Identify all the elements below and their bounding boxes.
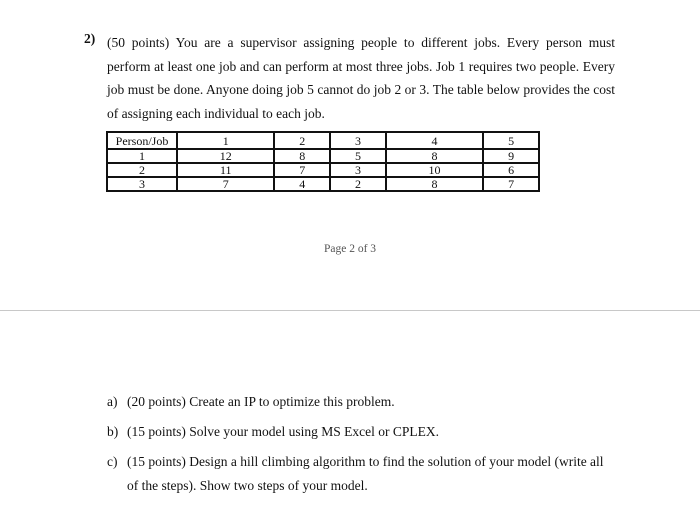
cost-cell: 8	[386, 149, 483, 163]
cost-cell: 2	[330, 177, 386, 191]
page-footer: Page 2 of 3	[323, 243, 377, 255]
cost-cell: 6	[483, 163, 539, 177]
cost-cell: 7	[177, 177, 274, 191]
person-cell: 2	[107, 163, 177, 177]
table-corner-cell: Person/Job	[107, 132, 177, 149]
cost-cell: 8	[386, 177, 483, 191]
part-text: (15 points) Solve your model using MS Excel or CPLEX.	[127, 424, 439, 439]
cost-cell: 9	[483, 149, 539, 163]
person-cell: 3	[107, 177, 177, 191]
document-page-bottom	[0, 313, 700, 531]
cost-cell: 5	[330, 149, 386, 163]
part-letter: a)	[107, 394, 118, 409]
cost-cell: 12	[177, 149, 274, 163]
question-number: 2)	[84, 31, 96, 46]
part-text: (20 points) Create an IP to optimize this problem.	[127, 394, 395, 409]
part-letter: c)	[107, 454, 118, 469]
cost-cell: 10	[386, 163, 483, 177]
job-header-cell: 3	[330, 132, 386, 149]
job-header-cell: 1	[177, 132, 274, 149]
job-header-cell: 5	[483, 132, 539, 149]
cost-cell: 3	[330, 163, 386, 177]
table-header-row	[107, 132, 539, 149]
table-row	[107, 163, 539, 177]
cost-table	[106, 131, 540, 192]
table-row	[107, 149, 539, 163]
cost-cell: 4	[274, 177, 330, 191]
page-divider	[0, 310, 700, 311]
person-cell: 1	[107, 149, 177, 163]
cost-cell: 7	[483, 177, 539, 191]
job-header-cell: 2	[274, 132, 330, 149]
cost-cell: 11	[177, 163, 274, 177]
table-row	[107, 177, 539, 191]
cost-cell: 7	[274, 163, 330, 177]
part-letter: b)	[107, 424, 119, 439]
part-text: (15 points) Design a hill climbing algorithm to find the solution of your model (write all of the steps). Show two steps of your model.	[127, 454, 604, 493]
job-header-cell: 4	[386, 132, 483, 149]
question-text: (50 points) You are a supervisor assigning people to different jobs. Every person must perform at least one job and can perform at most three jobs. Job 1 requires two people. Every job must be done. Anyone doing job 5 cannot do job 2 or 3. The table below provides the cost of assigning each individual to each job.	[107, 35, 615, 121]
cost-cell: 8	[274, 149, 330, 163]
